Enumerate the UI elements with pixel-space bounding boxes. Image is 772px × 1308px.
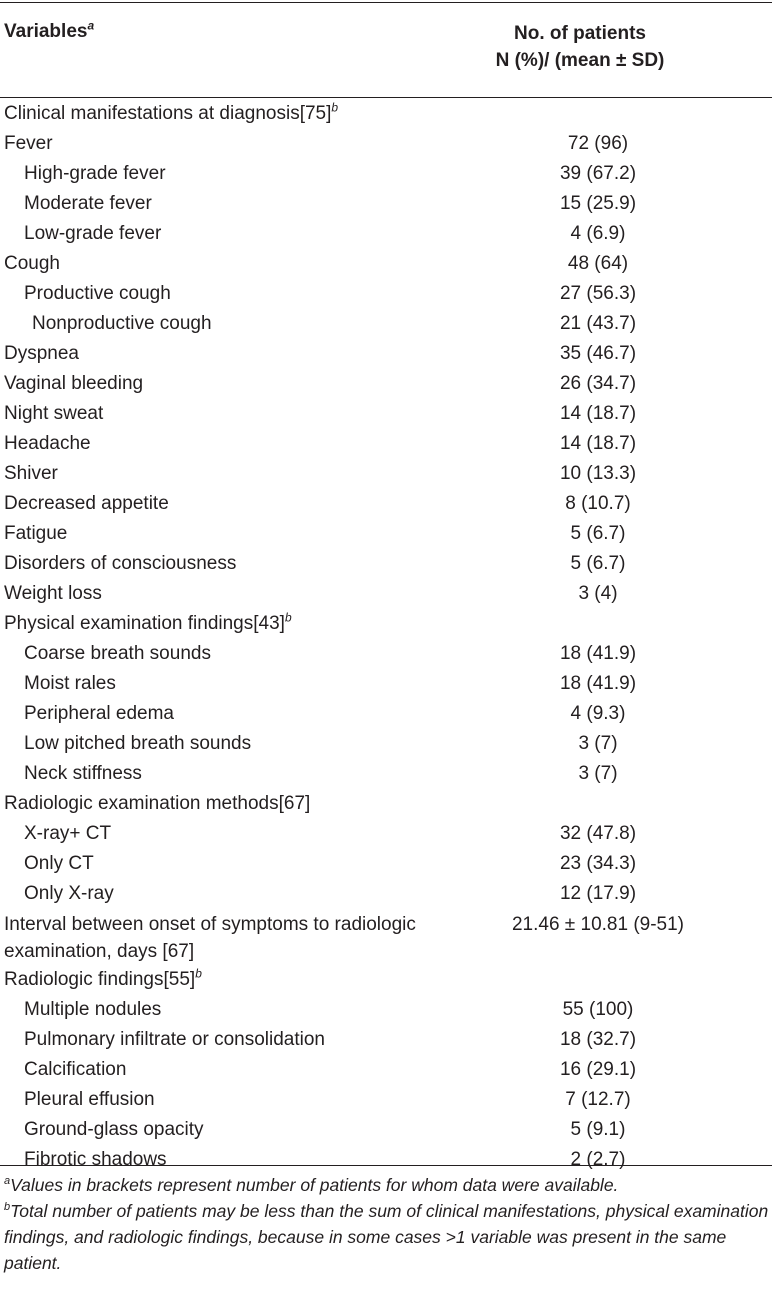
row-label: Fever bbox=[4, 133, 53, 154]
row-value: 4 (6.9) bbox=[570, 223, 626, 244]
row-label: Coarse breath sounds bbox=[24, 643, 211, 664]
row-label: Multiple nodules bbox=[24, 999, 162, 1020]
section-label-clinical: Clinical manifestations at $diagnosis[75]^b$ bbox=[4, 100, 339, 124]
table-row bbox=[0, 669, 772, 699]
table-row bbox=[0, 759, 772, 789]
row-label: Calcification bbox=[24, 1059, 127, 1080]
row-label: Neck stiffness bbox=[24, 763, 142, 784]
table-row bbox=[0, 609, 772, 639]
row-label: Productive cough bbox=[24, 283, 171, 304]
table-row bbox=[0, 1085, 772, 1115]
row-value: 48 (64) bbox=[567, 253, 629, 274]
row-value: 4 (9.3) bbox=[570, 703, 626, 724]
row-label: Decreased appetite bbox=[4, 493, 169, 514]
row-value: 35 (46.7) bbox=[559, 343, 637, 364]
table-row bbox=[0, 819, 772, 849]
table-row bbox=[0, 99, 772, 129]
table-body bbox=[0, 99, 772, 1175]
row-value: 12 (17.9) bbox=[559, 883, 637, 904]
table-row bbox=[0, 129, 772, 159]
row-value: 39 (67.2) bbox=[559, 163, 637, 184]
row-value: 5 (9.1) bbox=[570, 1119, 626, 1140]
row-value: 23 (34.3) bbox=[559, 853, 637, 874]
row-value: 18 (32.7) bbox=[559, 1029, 637, 1050]
table-row bbox=[0, 189, 772, 219]
row-value: 15 (25.9) bbox=[559, 193, 637, 214]
row-value: 72 (96) bbox=[567, 133, 629, 154]
footnote-a: $^a$Values in brackets represent number of patients for whom data were available. bbox=[4, 1175, 619, 1195]
table-row bbox=[0, 159, 772, 189]
table-row bbox=[0, 279, 772, 309]
table-row bbox=[0, 1115, 772, 1145]
row-label: Pleural effusion bbox=[24, 1089, 155, 1110]
row-label: Weight loss bbox=[4, 583, 102, 604]
section-label-radiologic-methods: Radiologic examination methods[67] bbox=[4, 793, 311, 814]
table-row bbox=[0, 549, 772, 579]
row-value: 8 (10.7) bbox=[565, 493, 631, 514]
row-value: 21 (43.7) bbox=[559, 313, 637, 334]
table-row bbox=[0, 249, 772, 279]
table-row bbox=[0, 399, 772, 429]
row-value: 5 (6.7) bbox=[570, 523, 626, 544]
row-label: Ground-glass opacity bbox=[24, 1119, 204, 1140]
row-label: Vaginal bleeding bbox=[4, 373, 144, 394]
table-row bbox=[0, 519, 772, 549]
row-label: Fibrotic shadows bbox=[24, 1149, 167, 1170]
row-label: Interval between onset of symptoms to radiologic examination, days [67] bbox=[4, 914, 416, 962]
table-top-rule bbox=[0, 2, 772, 3]
table-row bbox=[0, 965, 772, 995]
row-value: 3 (4) bbox=[578, 583, 618, 604]
row-value: 18 (41.9) bbox=[559, 643, 637, 664]
row-label: Dyspnea bbox=[4, 343, 79, 364]
row-label: Fatigue bbox=[4, 523, 68, 544]
row-label: Peripheral edema bbox=[24, 703, 174, 724]
table-row bbox=[0, 309, 772, 339]
table-row bbox=[0, 489, 772, 519]
row-value: 14 (18.7) bbox=[559, 403, 637, 424]
table-row bbox=[0, 369, 772, 399]
table-row bbox=[0, 339, 772, 369]
row-label: Shiver bbox=[4, 463, 58, 484]
table-row bbox=[0, 219, 772, 249]
table-row bbox=[0, 459, 772, 489]
table-row bbox=[0, 1025, 772, 1055]
column-header-patients-line2: N (%)/ (mean ± SD) bbox=[495, 50, 665, 71]
row-label: High-grade fever bbox=[24, 163, 166, 184]
table-row bbox=[0, 789, 772, 819]
table-row bbox=[0, 729, 772, 759]
table-row bbox=[0, 1145, 772, 1175]
row-value: 26 (34.7) bbox=[559, 373, 637, 394]
row-value: 55 (100) bbox=[562, 999, 634, 1020]
footnote-b: $^b$Total number of patients may be less than the sum of clinical manifestations, physical examination findings, and radiologic findings, because in some cases >1 variable was present in the same patient. bbox=[4, 1201, 769, 1273]
row-value: 10 (13.3) bbox=[559, 463, 637, 484]
row-value: 16 (29.1) bbox=[559, 1059, 637, 1080]
row-label: Pulmonary infiltrate or consolidation bbox=[24, 1029, 325, 1050]
table-header-rule bbox=[0, 97, 772, 98]
table-bottom-rule bbox=[0, 1165, 772, 1166]
table-footnotes bbox=[4, 1172, 770, 1276]
row-value: 14 (18.7) bbox=[559, 433, 637, 454]
row-label: Night sweat bbox=[4, 403, 104, 424]
row-value: 18 (41.9) bbox=[559, 673, 637, 694]
row-label: X-ray+ CT bbox=[24, 823, 112, 844]
table-row bbox=[0, 579, 772, 609]
column-header-patients-line1: No. of patients bbox=[514, 23, 646, 44]
row-label: Only X-ray bbox=[24, 883, 114, 904]
row-label: Low pitched breath sounds bbox=[24, 733, 252, 754]
row-label: Cough bbox=[4, 253, 60, 274]
row-value: 5 (6.7) bbox=[570, 553, 626, 574]
column-header-patients bbox=[450, 20, 710, 74]
row-label: Only CT bbox=[24, 853, 94, 874]
table-row bbox=[0, 1055, 772, 1085]
row-label: Moderate fever bbox=[24, 193, 152, 214]
row-value: 32 (47.8) bbox=[559, 823, 637, 844]
row-value: 27 (56.3) bbox=[559, 283, 637, 304]
row-label: Low-grade fever bbox=[24, 223, 162, 244]
table-row bbox=[0, 879, 772, 909]
row-value: 7 (12.7) bbox=[565, 1089, 631, 1110]
section-label-radiologic-findings: Radiologic $findings[55]^b$ bbox=[4, 966, 202, 990]
row-label: Headache bbox=[4, 433, 91, 454]
row-value: 2 (2.7) bbox=[570, 1149, 626, 1170]
table-row bbox=[0, 429, 772, 459]
table-row bbox=[0, 849, 772, 879]
column-header-variables: Variables$^a$ bbox=[4, 18, 95, 42]
row-value: 3 (7) bbox=[578, 763, 618, 784]
table-row bbox=[0, 909, 772, 965]
row-value: 3 (7) bbox=[578, 733, 618, 754]
table-row bbox=[0, 639, 772, 669]
row-value: 21.46 ± 10.81 (9-51) bbox=[511, 914, 685, 935]
table-row bbox=[0, 699, 772, 729]
section-label-physical: Physical examination $findings[43]^b$ bbox=[4, 610, 292, 634]
row-label: Moist rales bbox=[24, 673, 116, 694]
row-label: Nonproductive cough bbox=[32, 313, 212, 334]
row-label: Disorders of consciousness bbox=[4, 553, 237, 574]
table-row bbox=[0, 995, 772, 1025]
